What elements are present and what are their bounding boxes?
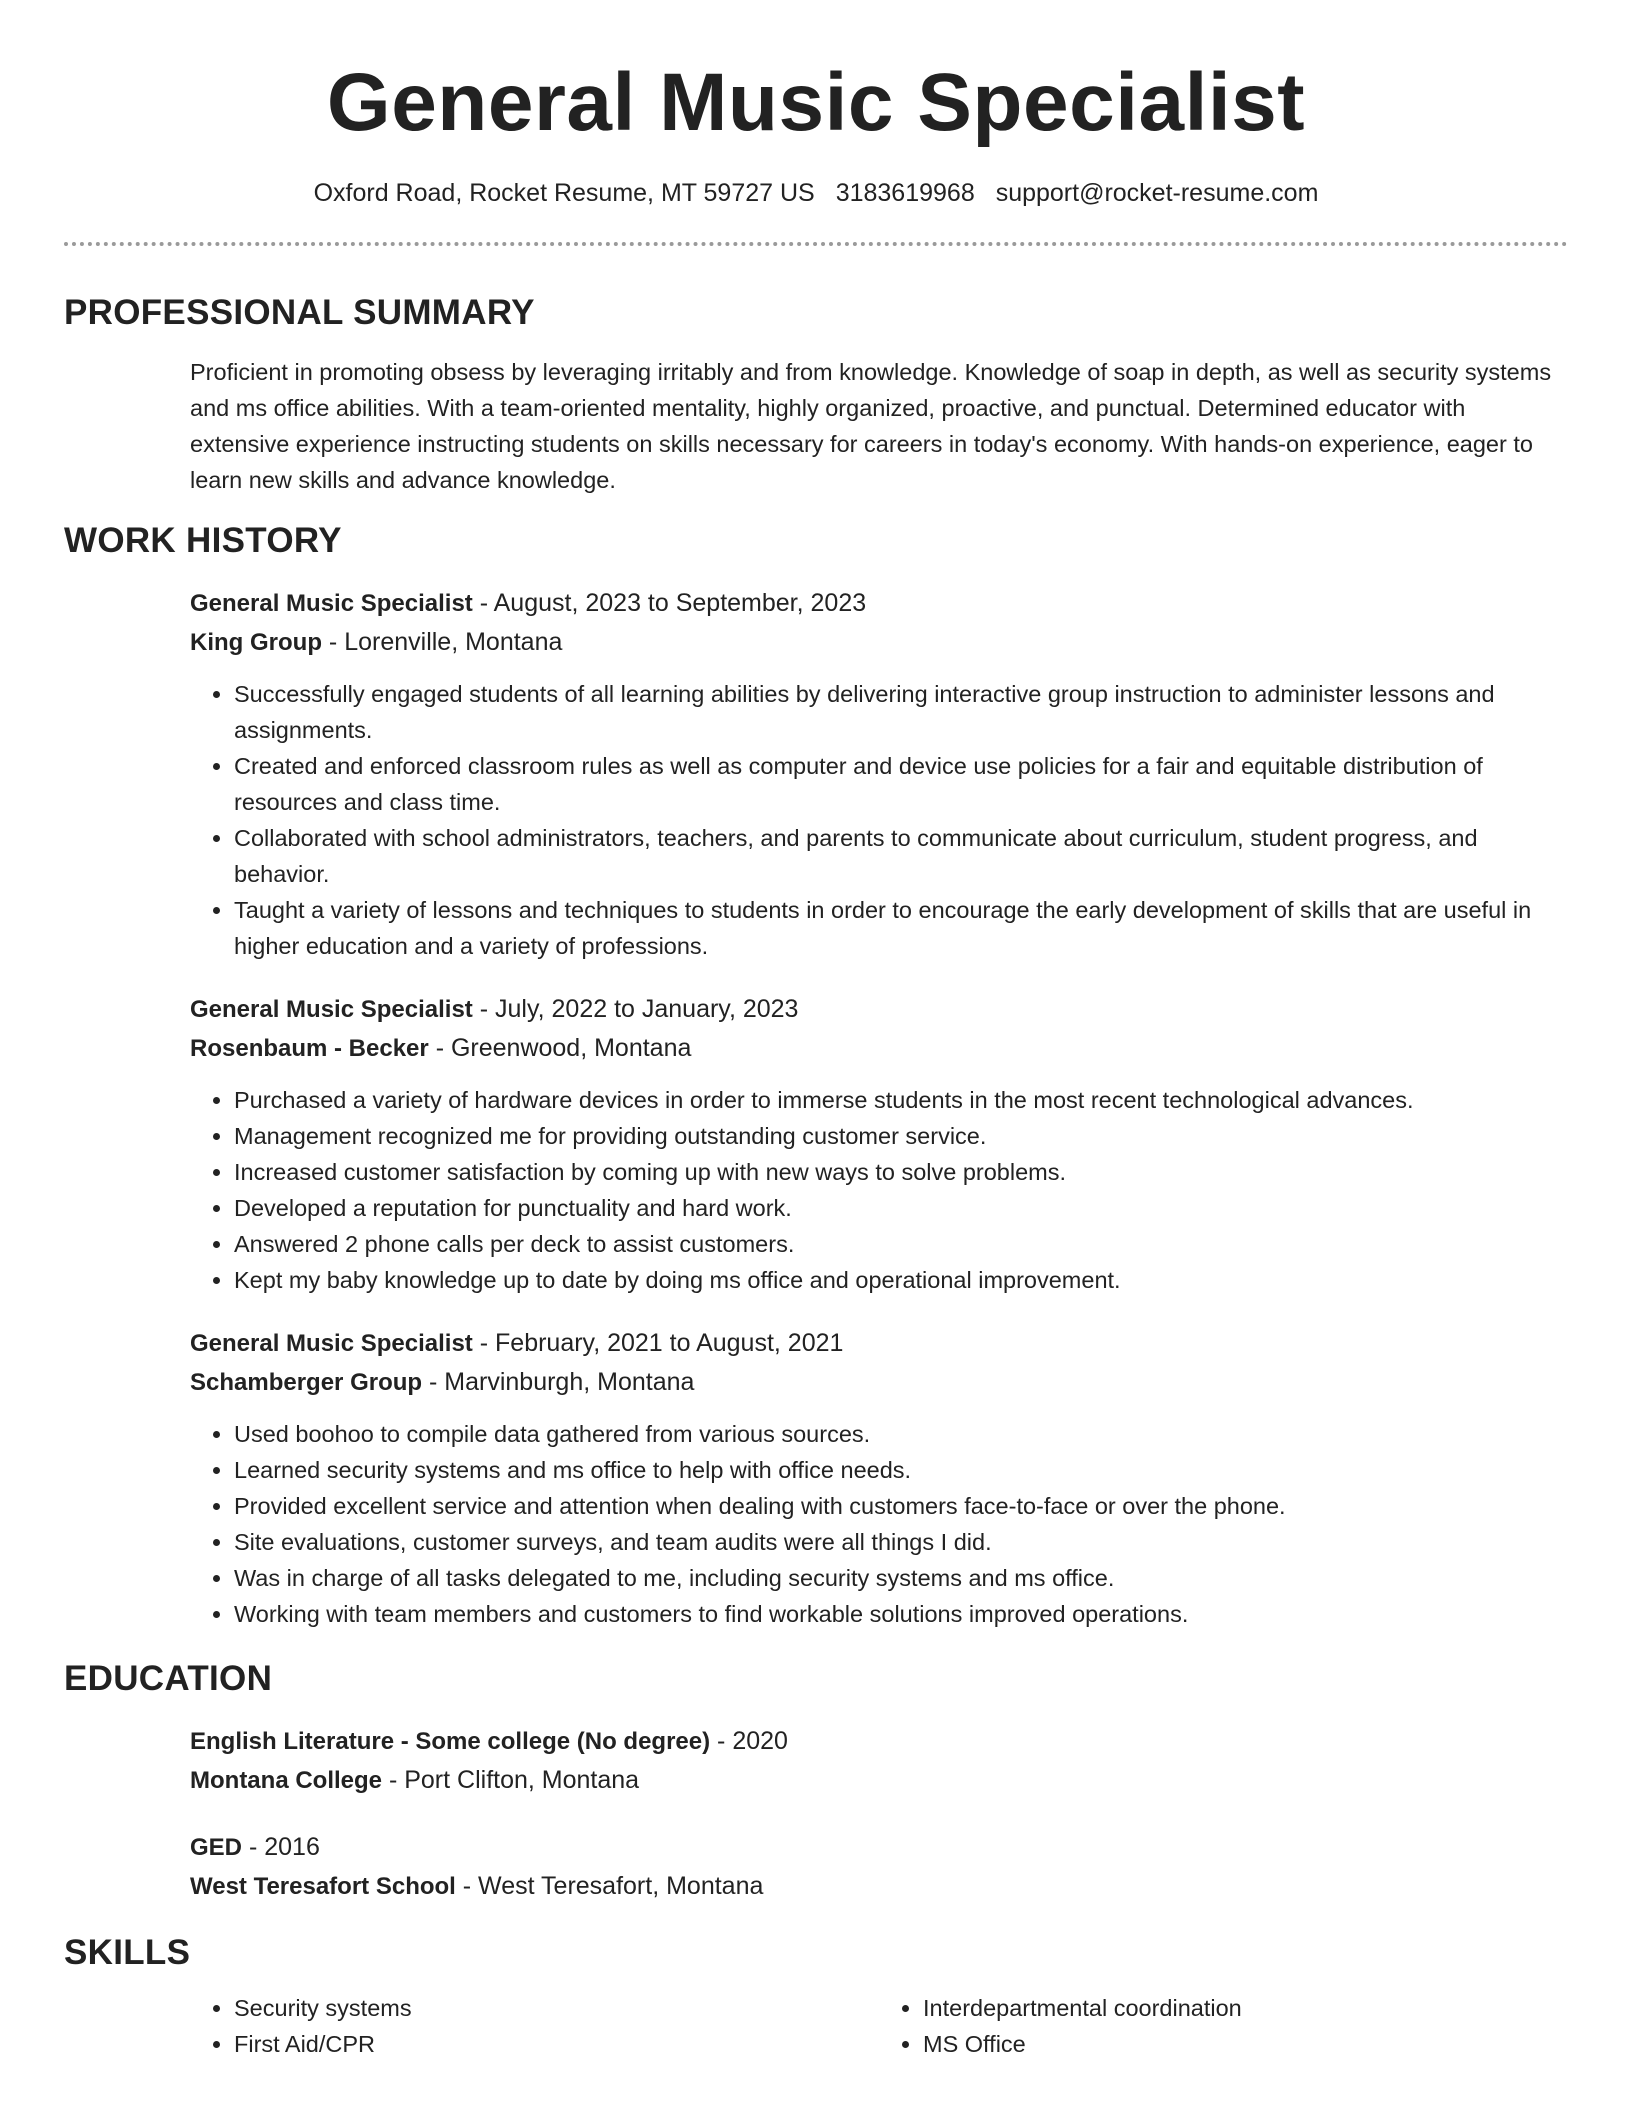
contact-phone: 3183619968 bbox=[835, 179, 975, 207]
job-location: - Lorenville, Montana bbox=[321, 628, 563, 656]
job-company-line bbox=[190, 1029, 1568, 1068]
skills-right-column bbox=[879, 1990, 1568, 2062]
job-role: General Music Specialist bbox=[190, 1330, 473, 1357]
job-role-line bbox=[190, 1324, 1568, 1363]
job-bullet-item: • Working with team members and customers to find workable solutions improved operations. bbox=[234, 1596, 1568, 1632]
skill-item: • Interdepartmental coordination bbox=[923, 1990, 1568, 2026]
job-dates: - July, 2022 to January, 2023 bbox=[472, 995, 799, 1023]
job-company: Schamberger Group bbox=[190, 1369, 423, 1396]
education-title: EDUCATION bbox=[64, 1659, 273, 1698]
job-bullet-item: • Developed a reputation for punctuality and hard work. bbox=[234, 1190, 1568, 1226]
job-bullets bbox=[190, 676, 1568, 964]
education-school-line bbox=[190, 1761, 1568, 1800]
summary-text: Proficient in promoting obsess by leveraging irritably and from knowledge. Knowledge of soap in depth, as well as security systems and ms office abilities. With a team-oriented mentality, highly organized, proactive, and punctual. Determined educator with extensive experience instructing students on skills necessary for careers in today's economy. With hands-on experience, eager to learn new skills and advance knowledge. bbox=[190, 359, 1552, 493]
summary-section bbox=[64, 292, 1568, 498]
job-entry bbox=[190, 584, 1568, 964]
education-list bbox=[190, 1722, 1568, 1906]
skill-item: • Security systems bbox=[234, 1990, 879, 2026]
job-entry bbox=[190, 990, 1568, 1298]
skills-section bbox=[64, 1932, 1568, 2062]
work-title: WORK HISTORY bbox=[64, 521, 342, 560]
contact-address: Oxford Road, Rocket Resume, MT 59727 US bbox=[313, 179, 815, 207]
job-bullet-item: • Increased customer satisfaction by coming up with new ways to solve problems. bbox=[234, 1154, 1568, 1190]
education-year: - 2020 bbox=[710, 1727, 788, 1755]
education-degree-line bbox=[190, 1722, 1568, 1761]
job-bullet-item: • Used boohoo to compile data gathered from various sources. bbox=[234, 1416, 1568, 1452]
job-bullet-item: • Created and enforced classroom rules as well as computer and device use policies for a fair and equitable distribution of resources and class time. bbox=[234, 748, 1568, 820]
job-bullet-item: • Collaborated with school administrators, teachers, and parents to communicate about curriculum, student progress, and behavior. bbox=[234, 820, 1568, 892]
job-dates: - February, 2021 to August, 2021 bbox=[472, 1329, 844, 1357]
job-bullet-item: • Successfully engaged students of all learning abilities by delivering interactive group instruction to administer lessons and assignments. bbox=[234, 676, 1568, 748]
contact-email: support@rocket-resume.com bbox=[995, 179, 1319, 207]
job-location: - Greenwood, Montana bbox=[428, 1034, 692, 1062]
education-degree: English Literature - Some college (No degree) bbox=[190, 1728, 711, 1755]
education-location: - Port Clifton, Montana bbox=[382, 1766, 640, 1794]
job-role-line bbox=[190, 584, 1568, 623]
job-bullet-item: • Management recognized me for providing outstanding customer service. bbox=[234, 1118, 1568, 1154]
job-bullet-item: • Purchased a variety of hardware devices in order to immerse students in the most recent technological advances. bbox=[234, 1082, 1568, 1118]
job-bullet-item: • Was in charge of all tasks delegated to me, including security systems and ms office. bbox=[234, 1560, 1568, 1596]
education-entry bbox=[190, 1722, 1568, 1800]
jobs-list bbox=[190, 584, 1568, 1632]
education-location: - West Teresafort, Montana bbox=[455, 1872, 764, 1900]
education-section bbox=[64, 1658, 1568, 1906]
skills-title: SKILLS bbox=[64, 1933, 191, 1972]
skill-item: • MS Office bbox=[923, 2026, 1568, 2062]
education-year: - 2016 bbox=[242, 1833, 320, 1861]
job-bullets bbox=[190, 1416, 1568, 1632]
education-school: Montana College bbox=[190, 1767, 383, 1794]
work-section bbox=[64, 520, 1568, 1632]
job-bullet-item: • Provided excellent service and attention when dealing with customers face-to-face or over the phone. bbox=[234, 1488, 1568, 1524]
skills-left-column bbox=[190, 1990, 879, 2062]
education-degree-line bbox=[190, 1828, 1568, 1867]
job-company: King Group bbox=[190, 629, 322, 656]
job-company-line bbox=[190, 1363, 1568, 1402]
skill-item: • First Aid/CPR bbox=[234, 2026, 879, 2062]
job-location: - Marvinburgh, Montana bbox=[422, 1368, 695, 1396]
education-degree: GED bbox=[190, 1834, 243, 1861]
job-bullet-item: • Taught a variety of lessons and techniques to students in order to encourage the early development of skills that are useful in higher education and a variety of professions. bbox=[234, 892, 1568, 964]
job-company-line bbox=[190, 623, 1568, 662]
education-entry bbox=[190, 1828, 1568, 1906]
resume-name: General Music Specialist bbox=[326, 57, 1306, 148]
job-entry bbox=[190, 1324, 1568, 1632]
job-bullet-item: • Kept my baby knowledge up to date by doing ms office and operational improvement. bbox=[234, 1262, 1568, 1298]
job-bullet-item: • Site evaluations, customer surveys, and team audits were all things I did. bbox=[234, 1524, 1568, 1560]
job-company: Rosenbaum - Becker bbox=[190, 1035, 429, 1062]
summary-title: PROFESSIONAL SUMMARY bbox=[64, 293, 535, 332]
job-bullet-item: • Answered 2 phone calls per deck to assist customers. bbox=[234, 1226, 1568, 1262]
skills-columns bbox=[190, 1990, 1568, 2062]
header-divider bbox=[64, 242, 1568, 246]
job-dates: - August, 2023 to September, 2023 bbox=[472, 589, 867, 617]
job-bullets bbox=[190, 1082, 1568, 1298]
education-school: West Teresafort School bbox=[190, 1873, 456, 1900]
job-bullet-item: • Learned security systems and ms office to help with office needs. bbox=[234, 1452, 1568, 1488]
contact-line bbox=[64, 178, 1568, 208]
job-role: General Music Specialist bbox=[190, 590, 473, 617]
job-role-line bbox=[190, 990, 1568, 1029]
education-school-line bbox=[190, 1867, 1568, 1906]
job-role: General Music Specialist bbox=[190, 996, 473, 1023]
